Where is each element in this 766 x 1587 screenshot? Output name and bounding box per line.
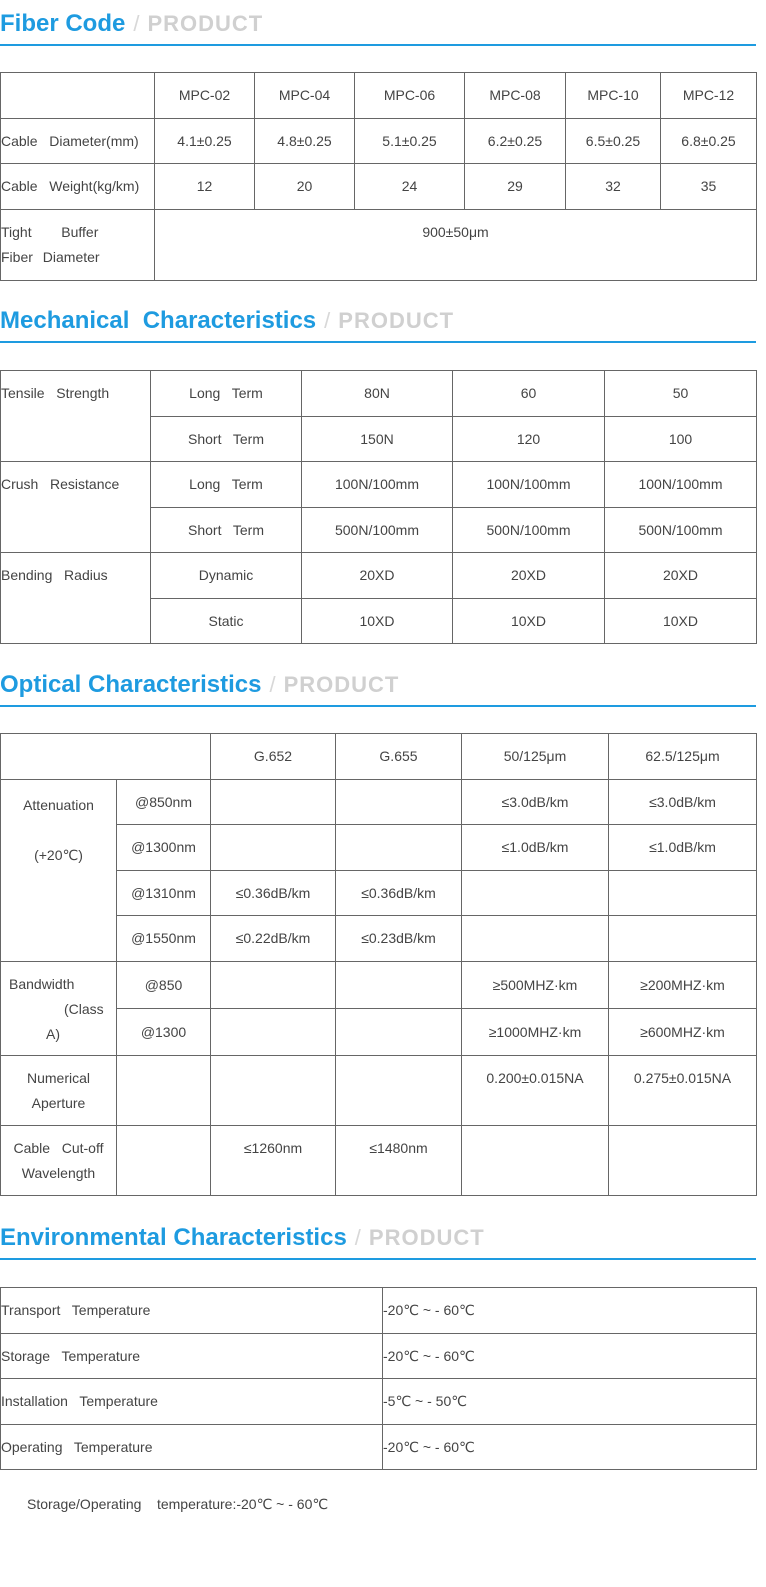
row-label: Attenuation: [23, 797, 94, 813]
table-cell: 150N: [302, 417, 453, 462]
table-row: [1, 1379, 757, 1425]
table-cell: [211, 1009, 336, 1056]
table-cell: 20: [255, 164, 355, 210]
table-cell: 500N/100mm: [302, 508, 453, 553]
table-row: [1, 164, 757, 210]
row-label: Transport Temperature: [1, 1288, 383, 1334]
environmental-table: [0, 1287, 757, 1470]
table-cell: 60: [453, 371, 605, 417]
table-cell: [211, 825, 336, 871]
term-cell: Short Term: [151, 417, 302, 462]
title-separator: /: [133, 11, 140, 36]
table-cell: 29: [465, 164, 566, 210]
table-cell: 4.8±0.25: [255, 119, 355, 164]
row-label: Wavelength: [21, 1165, 96, 1181]
table-header-cell: G.655: [336, 734, 462, 780]
term-cell: Long Term: [151, 462, 302, 508]
table-cell: ≤1260nm: [211, 1126, 336, 1196]
table-cell: 20XD: [605, 553, 757, 599]
table-cell: [117, 1126, 211, 1196]
table-cell: [1, 73, 155, 119]
row-label: Tight Buffer Fiber Diameter: [1, 210, 155, 281]
table-cell: ≤3.0dB/km: [609, 780, 757, 825]
table-cell: ≥600MHZ·km: [609, 1009, 757, 1056]
row-label: Cable Diameter(mm): [1, 119, 155, 164]
term-cell: Short Term: [151, 508, 302, 553]
table-header-cell: MPC-04: [255, 73, 355, 119]
table-cell: [211, 780, 336, 825]
table-cell: [609, 1126, 757, 1196]
table-row: [1, 1126, 757, 1196]
section-title: Environmental Characteristics: [0, 1224, 347, 1251]
table-cell: ≤0.36dB/km: [211, 871, 336, 916]
table-cell: [211, 1056, 336, 1126]
optical-table: [0, 733, 757, 1196]
section-subtitle: PRODUCT: [368, 1225, 485, 1250]
table-cell: ≤1480nm: [336, 1126, 462, 1196]
table-cell: ≥1000MHZ·km: [462, 1009, 609, 1056]
table-header-cell: MPC-02: [155, 73, 255, 119]
section-subtitle: PRODUCT: [147, 11, 264, 36]
wavelength-cell: @1300: [117, 1009, 211, 1056]
title-separator: /: [324, 308, 331, 333]
table-cell: ≤1.0dB/km: [609, 825, 757, 871]
term-cell: Static: [151, 599, 302, 644]
table-row: [1, 371, 757, 417]
table-cell: ≤3.0dB/km: [462, 780, 609, 825]
title-separator: /: [354, 1225, 361, 1250]
table-row: [1, 1288, 757, 1334]
table-cell: -20℃ ~ - 60℃: [383, 1334, 757, 1379]
numerical-aperture-label-cell: [1, 1056, 117, 1126]
attenuation-label-cell: [1, 780, 117, 962]
table-cell: [462, 871, 609, 916]
wavelength-cell: @850nm: [117, 780, 211, 825]
table-cell: ≥200MHZ·km: [609, 962, 757, 1009]
row-label: Operating Temperature: [1, 1425, 383, 1470]
table-cell: 100N/100mm: [605, 462, 757, 508]
table-cell: 10XD: [605, 599, 757, 644]
row-label: Installation Temperature: [1, 1379, 383, 1425]
table-cell: [117, 1056, 211, 1126]
group-label: Bending Radius: [1, 553, 151, 644]
table-cell: 80N: [302, 371, 453, 417]
table-row: [1, 962, 757, 1009]
table-cell: [336, 1056, 462, 1126]
row-label: Cable Weight(kg/km): [1, 164, 155, 210]
table-cell: 0.200±0.015NA: [462, 1056, 609, 1126]
table-header-cell: MPC-12: [661, 73, 757, 119]
row-label: (Class: [64, 1001, 104, 1017]
row-label: Aperture: [31, 1095, 86, 1111]
group-label: Crush Resistance: [1, 462, 151, 553]
table-row: [1, 1056, 757, 1126]
section-title: Mechanical Characteristics: [0, 307, 317, 334]
row-label: Numerical: [26, 1070, 90, 1086]
table-cell: ≤0.23dB/km: [336, 916, 462, 962]
table-cell: 6.2±0.25: [465, 119, 566, 164]
cutoff-label-cell: [1, 1126, 117, 1196]
table-row: [1, 553, 757, 599]
table-cell: 32: [566, 164, 661, 210]
table-row: [1, 119, 757, 164]
wavelength-cell: @1310nm: [117, 871, 211, 916]
table-header-cell: 50/125μm: [462, 734, 609, 780]
wavelength-cell: @1300nm: [117, 825, 211, 871]
wavelength-cell: @850: [117, 962, 211, 1009]
row-label: Cable Cut-off: [13, 1140, 104, 1156]
section-title: Fiber Code: [0, 10, 126, 37]
footnote: Storage/Operating temperature:-20℃ ~ - 60℃: [27, 1496, 329, 1512]
table-header-row: [1, 73, 757, 119]
table-cell: [462, 1126, 609, 1196]
table-row: [1, 462, 757, 508]
table-cell: ≤0.36dB/km: [336, 871, 462, 916]
table-cell: 6.5±0.25: [566, 119, 661, 164]
table-cell: [336, 1009, 462, 1056]
table-row: [1, 780, 757, 825]
table-row: [1, 1425, 757, 1470]
table-cell: 10XD: [453, 599, 605, 644]
table-cell: [609, 916, 757, 962]
section-subtitle: PRODUCT: [338, 308, 455, 333]
table-cell: ≥500MHZ·km: [462, 962, 609, 1009]
table-cell: 100: [605, 417, 757, 462]
mechanical-table: [0, 370, 757, 644]
table-header-cell: MPC-10: [566, 73, 661, 119]
table-cell: 20XD: [302, 553, 453, 599]
environmental-heading: [0, 1222, 756, 1260]
fiber-code-table: [0, 72, 757, 281]
fiber-code-heading: [0, 8, 756, 46]
table-cell: 20XD: [453, 553, 605, 599]
table-cell: 100N/100mm: [453, 462, 605, 508]
table-row: [1, 1334, 757, 1379]
group-label: Tensile Strength: [1, 371, 151, 462]
section-title: Optical Characteristics: [0, 671, 262, 698]
title-separator: /: [269, 672, 276, 697]
term-cell: Dynamic: [151, 553, 302, 599]
table-cell: 0.275±0.015NA: [609, 1056, 757, 1126]
mechanical-heading: [0, 305, 756, 343]
table-cell: 100N/100mm: [302, 462, 453, 508]
table-cell: -5℃ ~ - 50℃: [383, 1379, 757, 1425]
table-cell: 24: [355, 164, 465, 210]
table-cell: [1, 734, 211, 780]
table-cell: 12: [155, 164, 255, 210]
row-label: Bandwidth: [9, 976, 75, 992]
table-cell: [462, 916, 609, 962]
table-cell: 10XD: [302, 599, 453, 644]
wavelength-cell: @1550nm: [117, 916, 211, 962]
table-header-cell: G.652: [211, 734, 336, 780]
table-header-cell: 62.5/125μm: [609, 734, 757, 780]
row-label: Storage Temperature: [1, 1334, 383, 1379]
bandwidth-label-cell: [1, 962, 117, 1056]
optical-heading: [0, 669, 756, 707]
table-cell: [336, 825, 462, 871]
table-cell: [609, 871, 757, 916]
row-label: (+20℃): [34, 847, 83, 863]
table-cell: 5.1±0.25: [355, 119, 465, 164]
table-cell: 4.1±0.25: [155, 119, 255, 164]
table-cell: 900±50μm: [155, 210, 757, 281]
table-row: [1, 210, 757, 281]
table-cell: [336, 962, 462, 1009]
table-cell: -20℃ ~ - 60℃: [383, 1425, 757, 1470]
table-header-cell: MPC-08: [465, 73, 566, 119]
table-cell: [211, 962, 336, 1009]
table-cell: -20℃ ~ - 60℃: [383, 1288, 757, 1334]
table-cell: 35: [661, 164, 757, 210]
table-cell: 50: [605, 371, 757, 417]
table-header-row: [1, 734, 757, 780]
term-cell: Long Term: [151, 371, 302, 417]
table-cell: ≤0.22dB/km: [211, 916, 336, 962]
table-cell: 6.8±0.25: [661, 119, 757, 164]
row-label: A): [46, 1026, 60, 1042]
table-cell: ≤1.0dB/km: [462, 825, 609, 871]
table-cell: 500N/100mm: [605, 508, 757, 553]
table-cell: [336, 780, 462, 825]
table-cell: 500N/100mm: [453, 508, 605, 553]
section-subtitle: PRODUCT: [283, 672, 400, 697]
table-header-cell: MPC-06: [355, 73, 465, 119]
table-cell: 120: [453, 417, 605, 462]
